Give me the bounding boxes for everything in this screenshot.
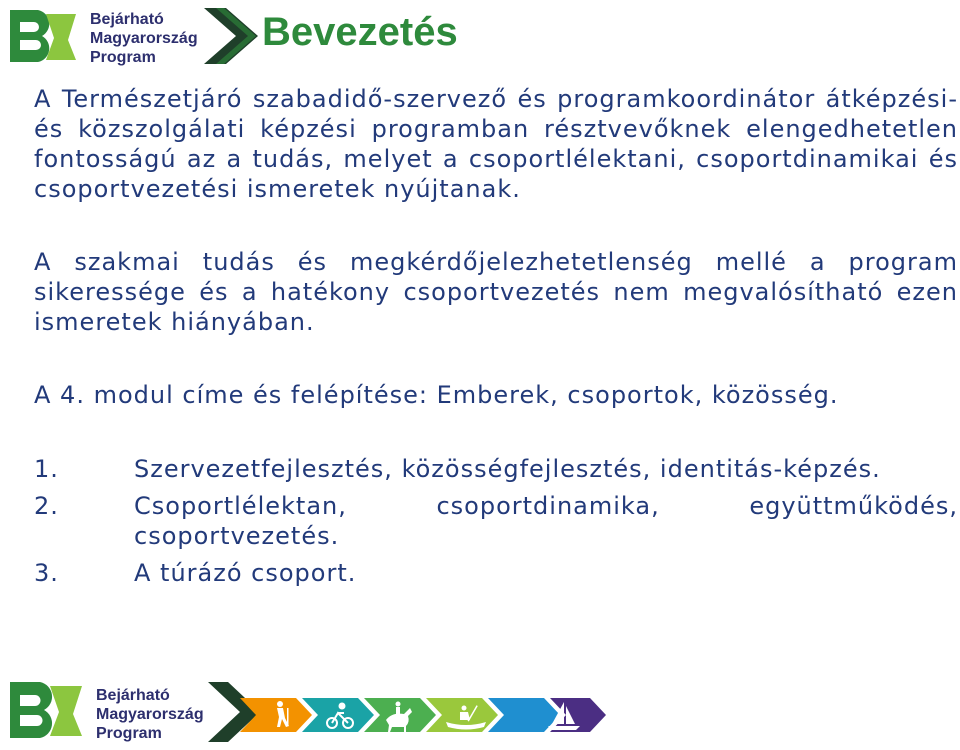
list-item [34,454,958,484]
main-content [34,84,958,595]
list-text: A túrázó csoport. [134,559,357,587]
header-logo [8,6,258,66]
list-item [34,491,958,551]
footer-logo [8,678,608,746]
list-text: Szervezetfejlesztés, közösségfejlesztés, identitás-képzés. [134,455,881,483]
brand-line-3: Program [90,49,156,66]
list-number: 1. [34,455,59,483]
page-title: Bevezetés [262,10,458,54]
footer-brand-line-3: Program [96,725,162,742]
list-number: 2. [34,492,59,520]
list-number: 3. [34,559,59,587]
list-text: Csoportlélektan, csoportdinamika, együttműködés, csoportvezetés. [134,492,958,550]
brand-name [90,10,198,67]
footer-brand-line-2: Magyarország [96,706,204,723]
brand-line-1: Bejárható [90,11,164,28]
brand-line-2: Magyarország [90,30,198,47]
paragraph-knowledge: A szakmai tudás és megkérdőjelezhetetlenség mellé a program sikeressége és a hatékony csoportvezetés nem megvalósítható ezen ismeretek hiányában. [34,248,958,336]
paragraph-module: A 4. modul címe és felépítése: Emberek, csoportok, közösség. [34,381,839,409]
footer-brand-name [96,686,204,743]
footer-brand-line-1: Bejárható [96,687,170,704]
topic-list [34,454,958,588]
paragraph-intro: A Természetjáró szabadidő-szervező és programkoordinátor átképzési-és közszolgálati képzési programban résztvevőknek elengedhetetlen fontosságú az a tudás, melyet a csoportlélektani, csoportdinamikai és csoportvezetési ismeretek nyújtanak. [34,85,958,203]
list-item [34,558,958,588]
